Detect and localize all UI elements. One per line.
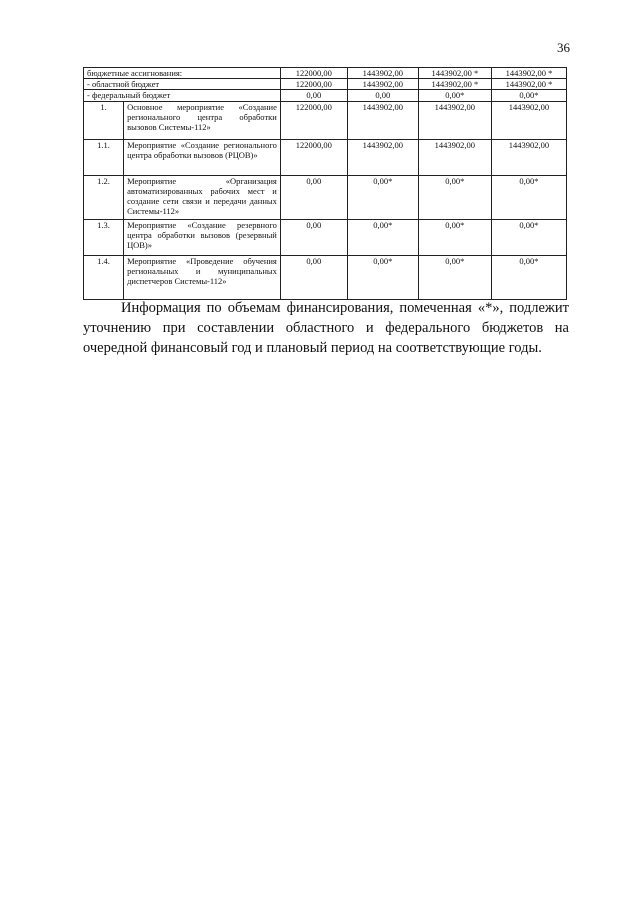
value-cell: 1443902,00 * xyxy=(418,79,491,90)
value-cell: 1443902,00 xyxy=(491,139,566,175)
value-cell: 0,00* xyxy=(418,175,491,219)
value-cell: 1443902,00 xyxy=(418,101,491,139)
row-index: 1.1. xyxy=(84,139,124,175)
value-cell: 1443902,00 xyxy=(491,101,566,139)
activity-row xyxy=(84,175,567,219)
value-cell: 0,00 xyxy=(280,255,347,299)
note-text: Информация по объемам финансирования, помеченная «*», подлежит уточнению при составлении областного и федерального бюджетов на очередной финансовый год и плановый период на соответствующие годы. xyxy=(83,300,569,356)
value-cell: 0,00* xyxy=(347,255,418,299)
row-index: 1.2. xyxy=(84,175,124,219)
value-cell: 1443902,00 * xyxy=(491,68,566,79)
activity-row xyxy=(84,219,567,255)
value-cell: 1443902,00 * xyxy=(491,79,566,90)
row-index: 1. xyxy=(84,101,124,139)
page-number: 36 xyxy=(557,40,570,55)
funding-note xyxy=(83,298,569,358)
value-cell: 1443902,00 * xyxy=(418,68,491,79)
value-cell: 0,00 xyxy=(280,175,347,219)
value-cell: 0,00* xyxy=(491,219,566,255)
value-cell: 122000,00 xyxy=(280,68,347,79)
summary-row xyxy=(84,90,567,101)
value-cell: 1443902,00 xyxy=(347,79,418,90)
row-description: Мероприятие «Организация автоматизированных рабочих мест и создание сети связи и передачи данных Системы-112» xyxy=(124,175,281,219)
value-cell: 0,00 xyxy=(347,90,418,101)
value-cell: 0,00* xyxy=(418,90,491,101)
row-label: бюджетные ассигнования: xyxy=(84,68,281,79)
value-cell: 0,00* xyxy=(491,255,566,299)
value-cell: 0,00* xyxy=(418,219,491,255)
value-cell: 1443902,00 xyxy=(418,139,491,175)
row-label: - федеральный бюджет xyxy=(84,90,281,101)
row-description: Мероприятие «Создание резервного центра обработки вызовов (резервный ЦОВ)» xyxy=(124,219,281,255)
value-cell: 122000,00 xyxy=(280,139,347,175)
value-cell: 122000,00 xyxy=(280,79,347,90)
activity-row xyxy=(84,101,567,139)
row-description: Мероприятие «Создание регионального центра обработки вызовов (РЦОВ)» xyxy=(124,139,281,175)
value-cell: 1443902,00 xyxy=(347,101,418,139)
row-description: Основное мероприятие «Создание регионального центра обработки вызовов Системы-112» xyxy=(124,101,281,139)
value-cell: 0,00 xyxy=(280,219,347,255)
value-cell: 0,00* xyxy=(347,175,418,219)
value-cell: 0,00* xyxy=(491,175,566,219)
summary-row xyxy=(84,68,567,79)
activity-row xyxy=(84,255,567,299)
row-label: - областной бюджет xyxy=(84,79,281,90)
row-description: Мероприятие «Проведение обучения региональных и муниципальных диспетчеров Системы-112» xyxy=(124,255,281,299)
value-cell: 0,00* xyxy=(347,219,418,255)
activity-row xyxy=(84,139,567,175)
funding-table xyxy=(83,67,567,300)
row-index: 1.3. xyxy=(84,219,124,255)
summary-row xyxy=(84,79,567,90)
value-cell: 0,00 xyxy=(280,90,347,101)
value-cell: 122000,00 xyxy=(280,101,347,139)
value-cell: 1443902,00 xyxy=(347,139,418,175)
value-cell: 0,00* xyxy=(418,255,491,299)
row-index: 1.4. xyxy=(84,255,124,299)
value-cell: 1443902,00 xyxy=(347,68,418,79)
value-cell: 0,00* xyxy=(491,90,566,101)
